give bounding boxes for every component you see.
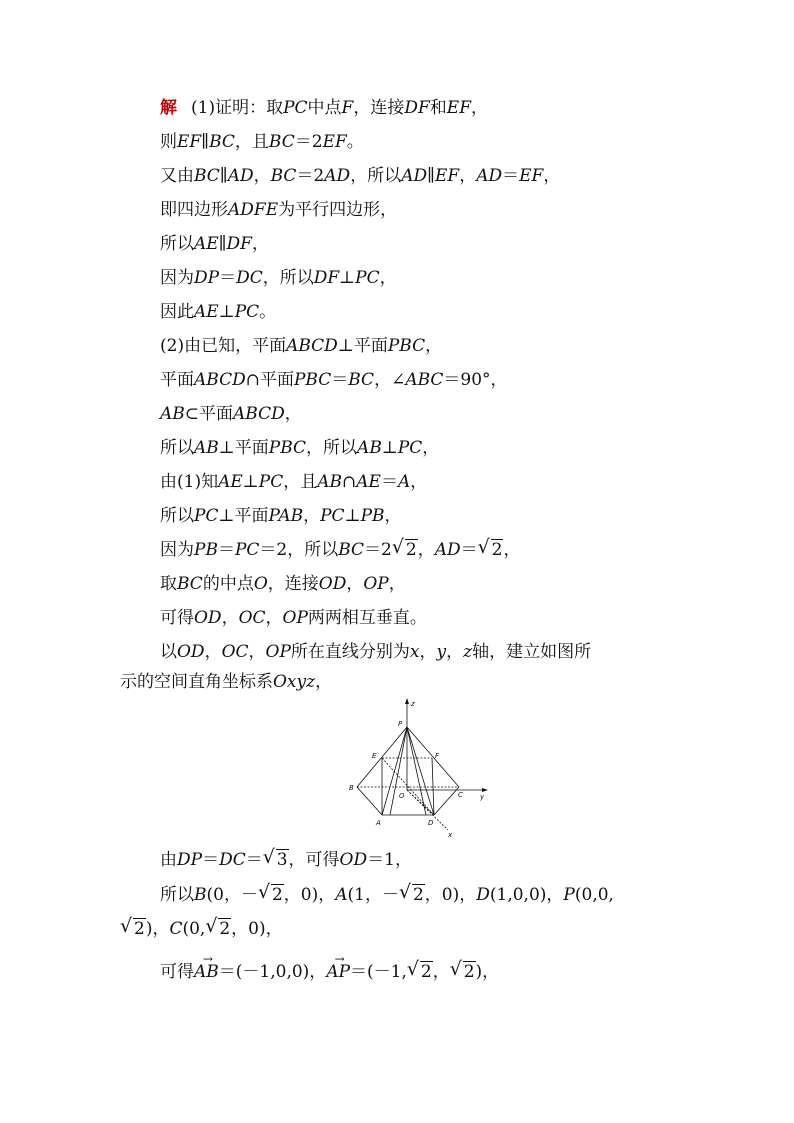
edge-PD — [407, 727, 434, 815]
label-C: C — [458, 791, 463, 799]
coordinate-figure — [338, 696, 488, 841]
label-A: A — [376, 819, 381, 827]
z-arrow — [405, 698, 409, 704]
edge-PA — [382, 727, 407, 815]
solution-line-19b: √ 2)，C(0,√ 2，0)， — [120, 918, 283, 940]
label-O: O — [399, 792, 405, 800]
solution-line-19a: 所以B(0，－√ 2，0)，A(1，－√ 2，0)，D(1,0,0)，P(0,0, — [160, 884, 614, 906]
solution-line-14: 因为PB＝PC＝2，所以BC＝2√ 2，AD＝√ 2， — [160, 539, 520, 561]
solution-line-17a: 以OD，OC，OP所在直线分别为x，y，z轴，建立如图所 — [160, 642, 592, 662]
solution-label: 解 — [160, 98, 177, 118]
solution-line-15: 取BC的中点O，连接OD，OP， — [160, 574, 406, 594]
label-E: E — [372, 752, 377, 760]
edge-BA — [357, 787, 382, 815]
solution-line-3: 又由BC∥AD，BC＝2AD，所以AD∥EF，AD＝EF， — [160, 166, 561, 186]
solution-line-8: (2)由已知，平面ABCD⊥平面PBC， — [160, 336, 443, 356]
solution-line-9: 平面ABCD∩平面PBC＝BC，∠ABC＝90°， — [160, 370, 508, 390]
label-F: F — [435, 752, 440, 760]
label-x: x — [448, 831, 453, 839]
edge-P-inner-left — [390, 727, 407, 815]
label-P: P — [398, 720, 403, 728]
y-arrow — [482, 788, 488, 792]
edge-P-inner-right — [407, 727, 426, 815]
label-z: z — [411, 700, 415, 708]
label-D: D — [428, 819, 434, 827]
solution-line-20: 可得→ AB＝(－1,0,0)，→ AP＝(－1,√ 2，√ 2)， — [160, 961, 499, 983]
solution-line-13: 所以PC⊥平面PAB，PC⊥PB， — [160, 506, 402, 526]
label-B: B — [349, 784, 354, 792]
solution-line-2: 则EF∥BC，且BC＝2EF。 — [160, 132, 364, 152]
solution-line-6: 因为DP＝DC，所以DF⊥PC， — [160, 268, 397, 288]
solution-line-16: 可得OD，OC，OP两两相互垂直。 — [160, 608, 427, 628]
solution-line-11: 所以AB⊥平面PBC，所以AB⊥PC， — [160, 438, 440, 458]
edge-DC — [434, 787, 459, 815]
solution-line-1: 解 (1)证明：取PC中点F，连接DF和EF， — [160, 98, 488, 118]
solution-line-12: 由(1)知AE⊥PC，且AB∩AE＝A， — [160, 472, 428, 492]
solution-line-5: 所以AE∥DF， — [160, 234, 269, 254]
solution-line-4: 即四边形ADFE为平行四边形， — [160, 200, 398, 220]
segment-FD — [432, 758, 434, 815]
solution-line-10: AB⊂平面ABCD， — [160, 404, 302, 424]
label-y: y — [480, 793, 485, 801]
solution-line-7: 因此AE⊥PC。 — [160, 302, 277, 322]
solution-line-18: 由DP＝DC＝√ 3，可得OD＝1， — [160, 849, 412, 871]
solution-line-17b: 示的空间直角坐标系Oxyz， — [120, 672, 333, 692]
